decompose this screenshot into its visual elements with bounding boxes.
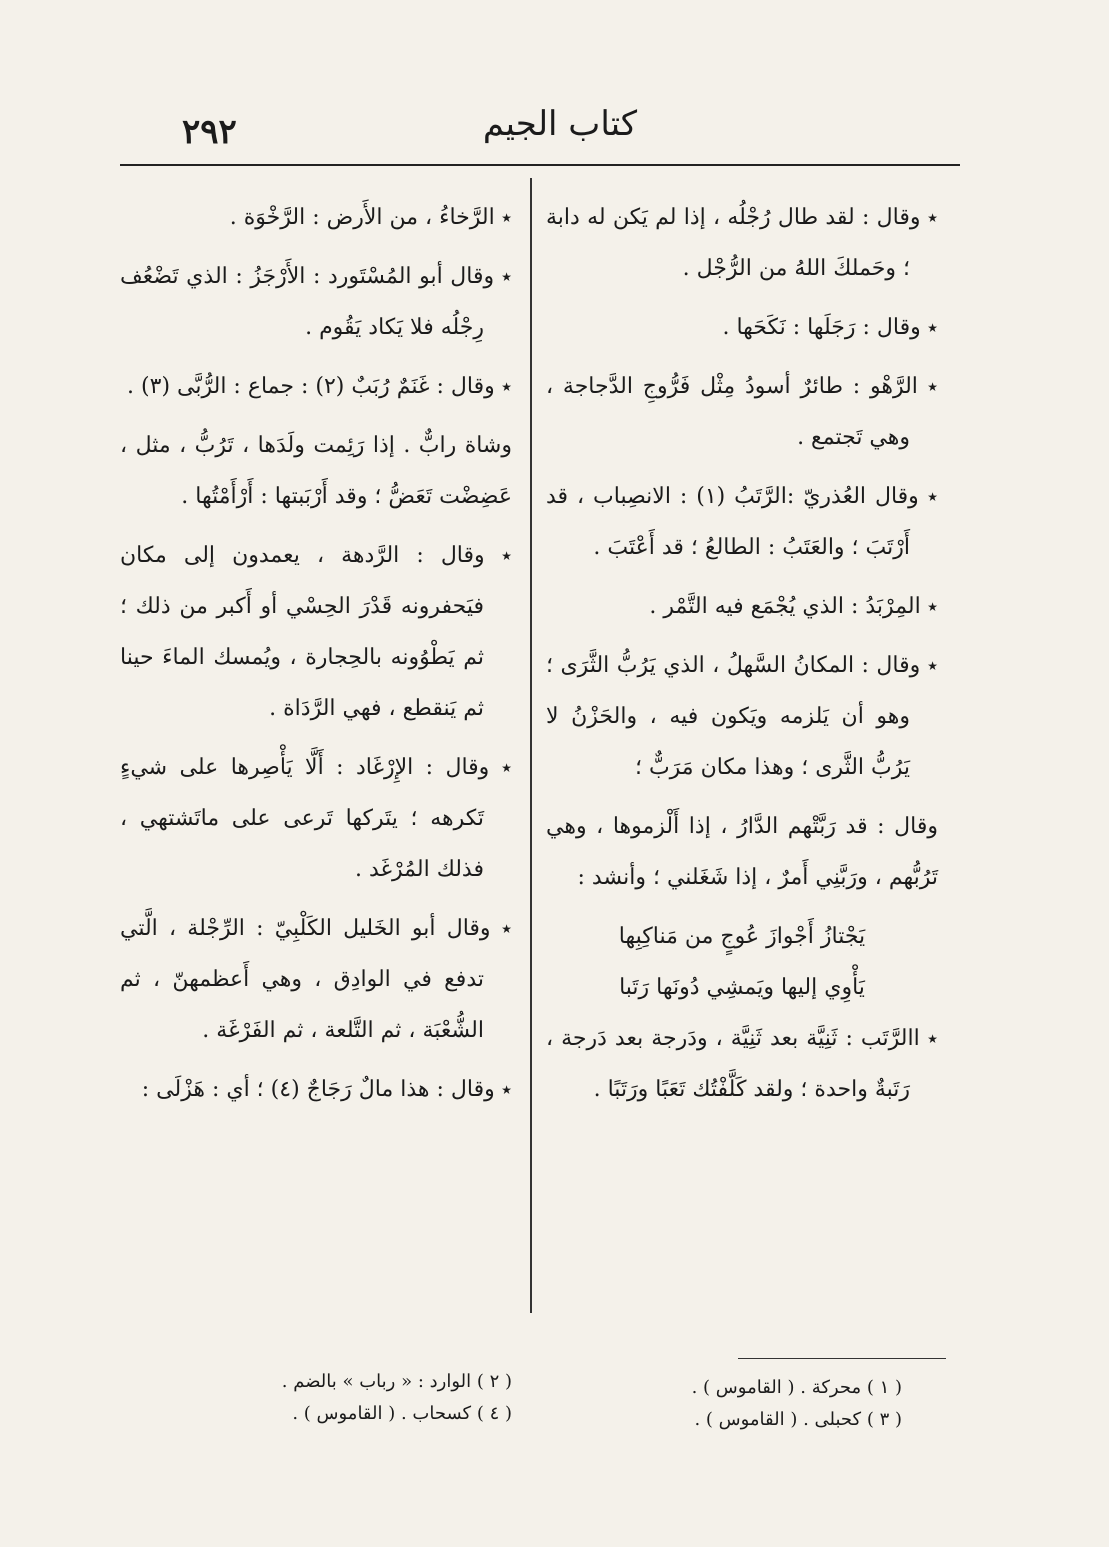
footnote: ( ٢ ) الوارد : « رباب » بالضم .: [281, 1371, 512, 1392]
entry: ٭ االرَّتَب : ثَنِيَّة بعد ثَنِيَّة ، ودَرجة بعد دَرجة ، رَتَبةٌ واحدة ؛ ولقد كَلَّفْتُك تَعَبًا ورَتَبًا .: [546, 1013, 938, 1115]
left-column: [120, 192, 512, 1123]
footnotes-left: [170, 1366, 512, 1430]
running-title: كتاب الجيم: [482, 104, 638, 144]
entry: ٭ وقال العُذريّ :الرَّتَبُ (١) : الانصِباب ، قد أَرْتَبَ ؛ والعَتَبُ : الطالعُ ؛ قد أَعْتَبَ .: [546, 471, 938, 573]
verse-line: يَجْتازُ أَجْوازَ عُوجٍ من مَناكِبِها: [618, 924, 866, 949]
entry: وشاة رابٌّ . إذا رَئِمت ولَدَها ، تَرُبُّ ، مثل ، عَضِضْت تَعَضُّ ؛ وقد أَرْبَبتها : أَرْأَمْتُها .: [120, 433, 512, 509]
header-rule: [120, 164, 960, 166]
entry: ٭ وقال : هذا مالٌ رَجَاجٌ (٤) ؛ أي : هَزْلَى :: [120, 1064, 512, 1115]
footnotes-right: [560, 1372, 902, 1436]
footnote: ( ٤ ) كسحاب . ( القاموس ) .: [292, 1403, 512, 1424]
entry: ٭ وقال : غَنَمٌ رُبَبٌ (٢) : جماع : الرُّبَّى (٣) .: [120, 361, 512, 412]
entry: وقال : قد رَبَّتْهم الدَّارُ ، إذا أَلْزموها ، وهي تَرُبُّهم ، ورَبَّنِي أَمرٌ ، إذا شَغَلني ؛ وأنشد :: [546, 814, 938, 890]
entry: ٭ الرَّهْو : طائرٌ أسودُ مِثْل فَرُّوجِ الدَّجاجة ، وهي تَجتمع .: [546, 361, 938, 463]
entry: ٭ وقال : الإِرْغَاد : أَلَّا يَأْصِرها على شيءٍ تَكرهه ؛ يتَركها تَرعى على ماتَشتهي ، فذلك المُرْغَد .: [120, 742, 512, 895]
footnote-rule: [738, 1358, 946, 1359]
right-column: [546, 192, 938, 1123]
entry: ٭ وقال أبو الخَليل الكَلْبِيّ : الرِّجْلة ، الَّتي تدفع في الوادِق ، وهي أَعظمهنّ ، ثم الشُّعْبَة ، ثم التَّلعة ، ثم الفَرْغَة .: [120, 903, 512, 1056]
footnote: ( ٣ ) كحبلى . ( القاموس ) .: [694, 1409, 902, 1430]
entry: ٭ الرَّخاءُ ، من الأَرض : الرَّخْوَة .: [120, 192, 512, 243]
entry: ٭ وقال : رَجَلَها : نَكَحَها .: [546, 302, 938, 353]
entry: ٭ وقال أبو المُسْتَورد : الأَرْجَزُ : الذي تَضْعُف رِجْلُه فلا يَكاد يَقُوم .: [120, 251, 512, 353]
verse-line: يَأْوِي إليها ويَمشِي دُونَها رَتَبا: [619, 975, 865, 1000]
footnote: ( ١ ) محركة . ( القاموس ) .: [691, 1377, 902, 1398]
column-divider: [530, 178, 532, 1313]
entry: ٭ المِرْبَدُ : الذي يُجْمَع فيه التَّمْر .: [546, 581, 938, 632]
entry: ٭ وقال : المكانُ السَّهلُ ، الذي يَرُبُّ الثَّرَى ؛ وهو أن يَلزمه ويَكون فيه ، والحَزْنُ لا يَرُبُّ الثَّرى ؛ وهذا مكان مَرَبٌّ ؛: [546, 640, 938, 793]
entry: ٭ وقال : لقد طال رُجْلُه ، إذا لم يَكن له دابة ؛ وحَملكَ اللهُ من الرُّجْل .: [546, 192, 938, 294]
page-number: ٢٩٢: [182, 112, 237, 152]
entry: ٭ وقال : الرَّدهة ، يعمدون إلى مكان فيَحفرونه قَدْرَ الحِسْي أو أَكبر من ذلك ؛ ثم يَطْوُونه بالحِجارة ، ويُمسك الماءَ حينا ثم يَنقطع ، فهي الرَّدَاة .: [120, 530, 512, 734]
